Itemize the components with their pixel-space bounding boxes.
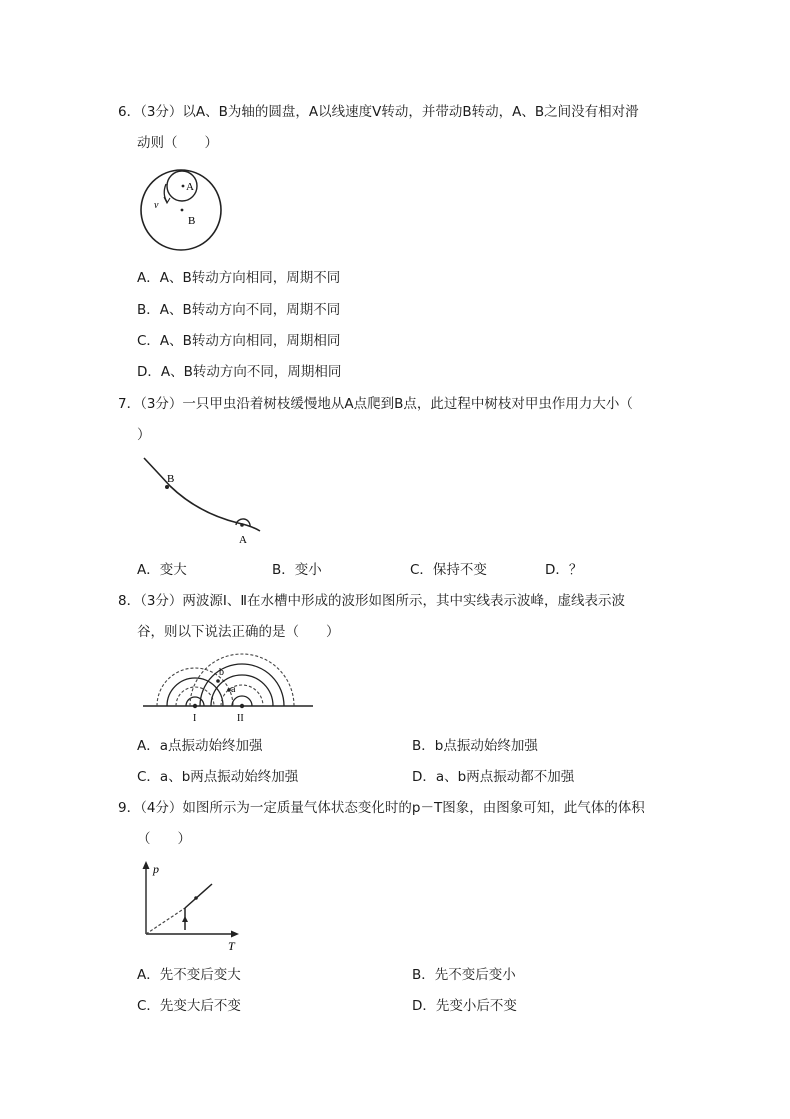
- q7-label-b: B: [167, 473, 175, 485]
- q9-axis-t-arrow: [231, 931, 239, 938]
- q9-state-point: [194, 896, 198, 900]
- q9-stem-line2: （ ）: [137, 831, 191, 847]
- q9-figure: [138, 858, 250, 954]
- q6-stem-line2: 动则（ ）: [137, 135, 218, 151]
- q6-label-v: v: [154, 200, 159, 211]
- q8-label-b: b: [219, 667, 224, 678]
- q9-label-p: p: [153, 862, 159, 876]
- q7-stem-line1: 7．（3分）一只甲虫沿着树枝缓慢地从A点爬到B点，此过程中树枝对甲虫作用力大小（: [118, 396, 633, 412]
- q6-axis-a-dot: [182, 185, 185, 188]
- q7-option-b[interactable]: B．变小: [272, 562, 322, 578]
- q9-option-d[interactable]: D．先变小后不变: [412, 998, 517, 1014]
- q6-option-b[interactable]: B．A、B转动方向不同，周期不同: [137, 302, 341, 318]
- q9-option-c[interactable]: C．先变大后不变: [137, 998, 241, 1014]
- q6-option-a[interactable]: A．A、B转动方向相同，周期不同: [137, 270, 341, 286]
- q8-option-a[interactable]: A．a点振动始终加强: [137, 738, 263, 754]
- q8-label-ii: II: [237, 713, 244, 724]
- q8-option-c[interactable]: C．a、b两点振动始终加强: [137, 769, 299, 785]
- q6-arrow-head: [164, 197, 170, 203]
- q7-figure: [138, 455, 268, 547]
- q9-axis-p-arrow: [143, 861, 150, 869]
- q8-ii-crest-2: [211, 675, 273, 706]
- q9-option-b[interactable]: B．先不变后变小: [412, 967, 516, 983]
- q7-point-b: [165, 485, 169, 489]
- q8-option-d[interactable]: D．a、b两点振动都不加强: [412, 769, 575, 785]
- q8-stem-line1: 8．（3分）两波源Ⅰ、Ⅱ在水槽中形成的波形如图所示，其中实线表示波峰，虚线表示波: [118, 593, 626, 609]
- q8-source-i: [193, 704, 197, 708]
- q6-axis-b-dot: [181, 209, 184, 212]
- q7-option-a[interactable]: A．变大: [137, 562, 187, 578]
- q6-figure: [138, 166, 228, 256]
- q8-option-b[interactable]: B．b点振动始终加强: [412, 738, 538, 754]
- q8-point-b: [216, 679, 220, 683]
- q7-branch: [144, 458, 260, 531]
- q7-label-a: A: [239, 534, 247, 546]
- q9-option-a[interactable]: A．先不变后变大: [137, 967, 241, 983]
- q6-option-d[interactable]: D．A、B转动方向不同，周期相同: [137, 364, 342, 380]
- q6-option-c[interactable]: C．A、B转动方向相同，周期相同: [137, 333, 341, 349]
- q9-direction-arrow: [182, 916, 188, 922]
- q9-label-t: T: [228, 939, 235, 953]
- q6-stem-line1: 6．（3分）以A、B为轴的圆盘，A以线速度V转动，并带动B转动，A、B之间没有相对滑: [118, 104, 639, 120]
- q8-stem-line2: 谷，则以下说法正确的是（ ）: [137, 624, 340, 640]
- q7-option-d[interactable]: D．？: [545, 562, 583, 578]
- q8-label-a: a: [231, 684, 236, 695]
- q9-isochoric-segment: [185, 884, 212, 908]
- q7-option-c[interactable]: C．保持不变: [410, 562, 487, 578]
- q6-label-a: A: [186, 181, 194, 193]
- q8-label-i: I: [193, 713, 197, 724]
- q7-stem-line2: ）: [137, 427, 151, 443]
- q9-stem-line1: 9．（4分）如图所示为一定质量气体状态变化时的p－T图象，由图象可知，此气体的体积: [118, 800, 645, 816]
- q9-dashed-line: [146, 908, 185, 934]
- q8-source-ii: [240, 704, 244, 708]
- q6-label-b: B: [188, 215, 196, 227]
- q8-figure: [138, 648, 318, 726]
- q7-point-a: [240, 523, 244, 527]
